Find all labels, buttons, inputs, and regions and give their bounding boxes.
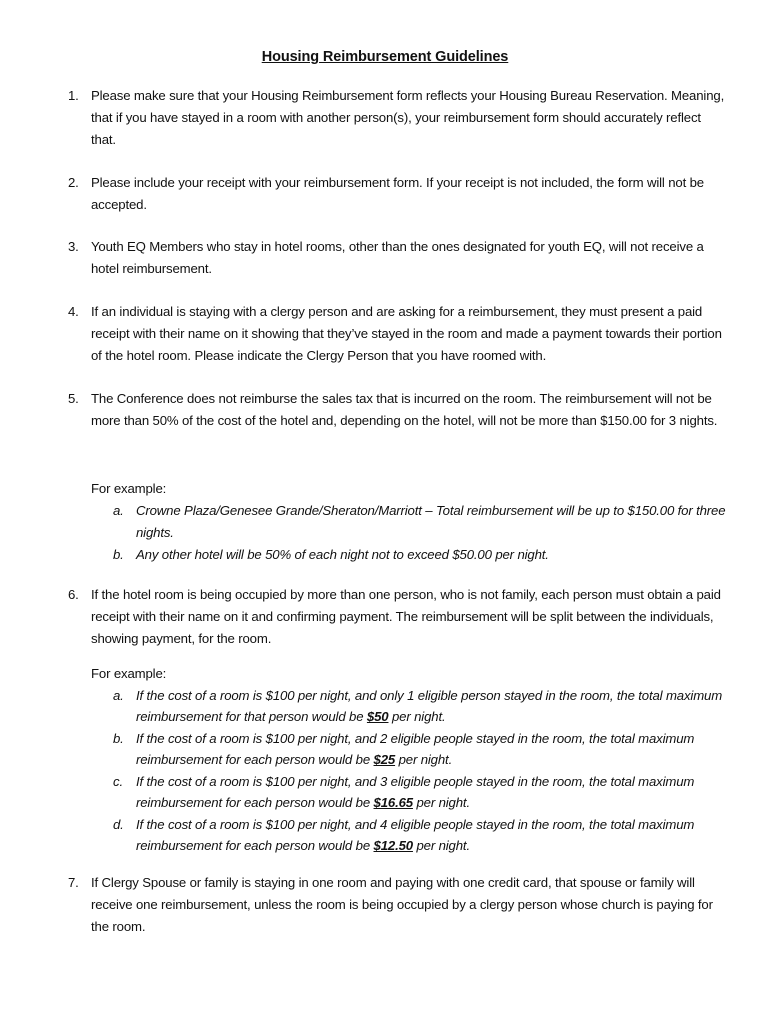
example-block-6	[91, 663, 731, 857]
example-text-end: per night.	[395, 752, 453, 767]
example-text: Any other hotel will be 50% of each night not to exceed $50.00 per night.	[136, 547, 549, 562]
example-letter: b.	[113, 547, 124, 562]
item-text: If Clergy Spouse or family is staying in one room and paying with one credit card, that spouse or family will receive one reimbursement, unless the room is being occupied by a clergy person whose church is paying for the room.	[91, 875, 713, 934]
example-block-5	[91, 478, 731, 566]
example-item	[91, 728, 731, 771]
item-number: 7.	[68, 875, 79, 890]
example-letter: b.	[113, 730, 124, 746]
example-text-end: per night.	[412, 795, 470, 810]
item-number: 2.	[68, 175, 79, 190]
reimbursement-amount: $16.65	[373, 795, 413, 810]
guideline-item-5	[68, 388, 728, 432]
example-letter: a.	[113, 503, 124, 518]
item-text: Youth EQ Members who stay in hotel rooms, other than the ones designated for youth EQ, will not receive a hotel reimbursement.	[91, 239, 704, 276]
reimbursement-amount: $12.50	[373, 838, 413, 853]
example-text: If the cost of a room is $100 per night, and 2 eligible people stayed in the room, the total maximum reimbursement for each person would be	[136, 730, 695, 767]
item-number: 1.	[68, 88, 79, 103]
example-list	[91, 685, 731, 857]
example-text-end: per night.	[412, 838, 470, 853]
example-text: If the cost of a room is $100 per night, and 4 eligible people stayed in the room, the total maximum reimbursement for each person would be	[136, 816, 695, 853]
item-text: If an individual is staying with a clergy person and are asking for a reimbursement, they must present a paid receipt with their name on it showing that they’ve stayed in the room and made a payment towards their portion of the hotel room. Please indicate the Clergy Person that you have roomed with.	[91, 304, 722, 363]
page-title: Housing Reimbursement Guidelines	[261, 49, 509, 65]
example-item	[91, 685, 731, 728]
example-text-end: per night.	[388, 709, 446, 724]
example-list	[91, 500, 731, 566]
example-item	[91, 544, 731, 566]
reimbursement-amount: $50	[366, 709, 389, 724]
guideline-item-1	[68, 85, 728, 151]
example-letter: d.	[113, 816, 124, 832]
reimbursement-amount: $25	[373, 752, 396, 767]
item-number: 3.	[68, 239, 79, 254]
item-number: 5.	[68, 391, 79, 406]
example-label: For example:	[91, 666, 167, 681]
item-number: 4.	[68, 304, 79, 319]
example-text: If the cost of a room is $100 per night, and 3 eligible people stayed in the room, the total maximum reimbursement for each person would be	[136, 773, 695, 810]
example-letter: a.	[113, 687, 124, 703]
example-text: If the cost of a room is $100 per night, and only 1 eligible person stayed in the room, the total maximum reimbursement for that person would be	[136, 687, 723, 724]
example-letter: c.	[113, 773, 123, 789]
example-item	[91, 814, 731, 857]
item-text: The Conference does not reimburse the sales tax that is incurred on the room. The reimbursement will not be more than 50% of the cost of the hotel and, depending on the hotel, will not be more than $150.00 for 3 nights.	[91, 391, 718, 428]
item-text: Please include your receipt with your reimbursement form. If your receipt is not included, the form will not be accepted.	[91, 175, 704, 212]
guideline-item-6	[68, 584, 728, 650]
guideline-item-4	[68, 301, 728, 367]
guideline-item-3	[68, 236, 728, 280]
guideline-item-2	[68, 172, 728, 216]
example-item	[91, 771, 731, 814]
example-item	[91, 500, 731, 544]
item-text: Please make sure that your Housing Reimbursement form reflects your Housing Bureau Reservation. Meaning, that if you have stayed in a room with another person(s), your reimbursement form should accurately reflect that.	[91, 88, 725, 147]
example-text: Crowne Plaza/Genesee Grande/Sheraton/Marriott – Total reimbursement will be up to $150.00 for three nights.	[136, 503, 726, 540]
item-number: 6.	[68, 587, 79, 602]
item-text: If the hotel room is being occupied by more than one person, who is not family, each person must obtain a paid receipt with their name on it and confirming payment. The reimbursement will be split between the individuals, showing payment, for the room.	[91, 587, 721, 646]
example-label: For example:	[91, 481, 167, 496]
guideline-item-7	[68, 872, 728, 938]
